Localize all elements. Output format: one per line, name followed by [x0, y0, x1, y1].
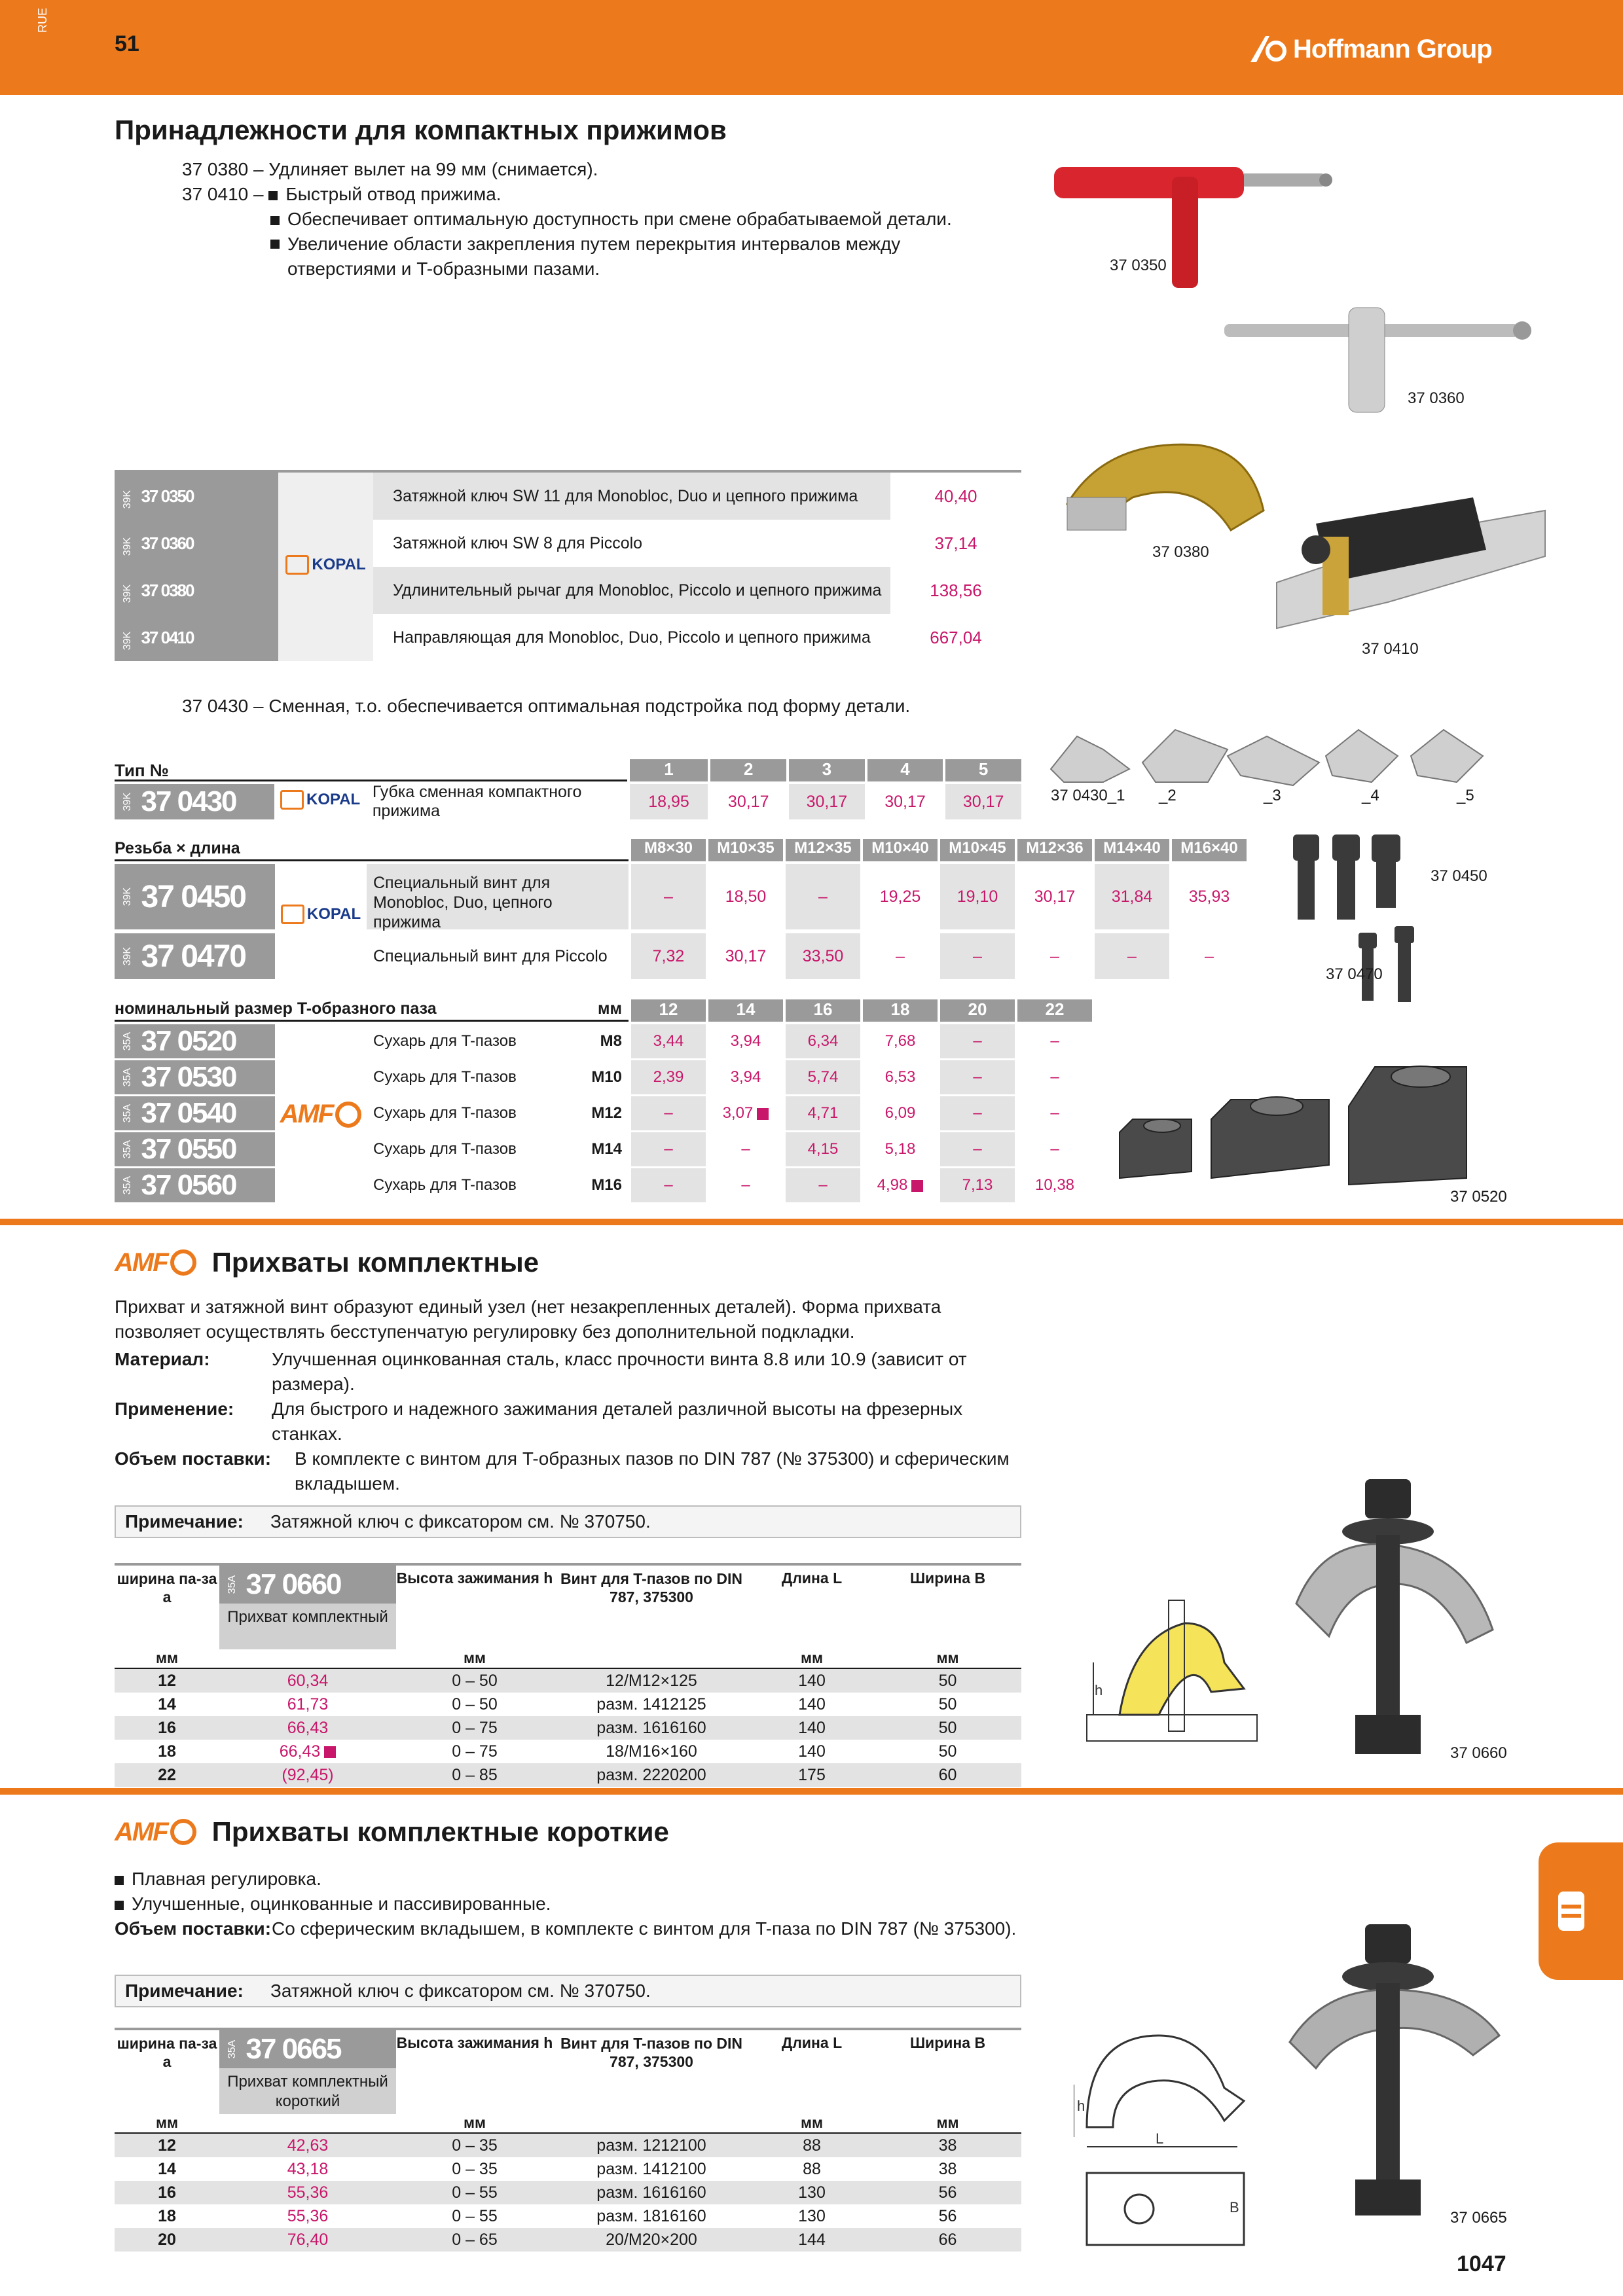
cell-a: 12: [158, 2136, 176, 2155]
cell-l: 140: [798, 1719, 826, 1737]
price-cell: 30,17: [789, 784, 865, 819]
price-cell: –: [940, 933, 1015, 979]
price-cell: –: [631, 1096, 706, 1130]
cell-price: 76,40: [287, 2231, 329, 2249]
price-cell: –: [741, 1176, 750, 1194]
price-cell: –: [1050, 1104, 1059, 1122]
col-a-header: ширина па-за a: [117, 2035, 217, 2070]
col-a-header: ширина па-за a: [117, 1570, 217, 1605]
clamp-label: 37 0660: [1450, 1744, 1507, 1762]
kopal-brand-cell: [278, 473, 373, 661]
article-code: 35A 37 0530: [115, 1060, 275, 1094]
cell-h: 0 – 75: [452, 1742, 498, 1761]
price-cell: 35,93: [1188, 887, 1230, 906]
article-code: 35A 37 0520: [115, 1024, 275, 1058]
cell-b: 56: [938, 2207, 957, 2225]
col-header: M14×40: [1095, 839, 1169, 861]
clamp-370665-image: [1277, 1918, 1512, 2225]
cell-l: 140: [798, 1695, 826, 1713]
screw-rows: [115, 864, 1250, 979]
cell-price: 55,36: [287, 2207, 329, 2225]
price-cell: 7,68: [884, 1032, 916, 1050]
cell-price: 66,43: [287, 1719, 329, 1737]
table-row: [115, 1168, 1100, 1202]
col-header: 4: [867, 759, 943, 781]
section1-desc: [182, 157, 1033, 281]
cell-a: 16: [158, 2183, 176, 2202]
cell-b: 50: [938, 1742, 957, 1761]
price-cell: –: [786, 864, 860, 929]
short-clamp-table: [115, 2028, 1021, 2251]
col-header: M16×40: [1172, 839, 1247, 861]
price-cell: 5,74: [786, 1060, 860, 1094]
cell-a: 18: [158, 2207, 176, 2225]
brand-name: Hoffmann Group: [1293, 34, 1492, 63]
col-h-header: Высота зажимания h: [396, 2034, 553, 2051]
line-text: Обеспечивает оптимальную доступность при смене обрабатываемой детали.: [287, 209, 952, 229]
article-price: 667,04: [930, 627, 982, 647]
table-row: [115, 2181, 1021, 2204]
cell-screw: 18/M16×160: [606, 1742, 697, 1761]
section3-title: Прихваты комплектные: [211, 1247, 539, 1278]
tslot-header: [115, 999, 1100, 1022]
tslot-label: 37 0520: [1450, 1188, 1507, 1206]
section4-desc: Плавная регулировка. Улучшенные, оцинкованные и пассивированные. Объем поставки: Со сферическим вкладышем, в комплекте с винтом для T-паза по DIN 787 (№ 375300).: [115, 1869, 1017, 1939]
page-number: 1047: [1457, 2251, 1506, 2276]
cell-h: 0 – 55: [452, 2183, 498, 2202]
cell-l: 130: [798, 2207, 826, 2225]
price-cell: 4,15: [786, 1132, 860, 1166]
cell-h: 0 – 50: [452, 1695, 498, 1713]
col-header: 1: [630, 759, 708, 781]
amf-logo: AMF: [280, 1100, 362, 1129]
table-row: [115, 2134, 1021, 2157]
cell-price: 60,34: [287, 1672, 329, 1690]
article-code: 35A 37 0540: [115, 1096, 275, 1130]
img-label-370350: 37 0350: [1110, 257, 1167, 274]
guide-370410-image: [1270, 471, 1558, 641]
cell-l: 88: [803, 2160, 821, 2178]
cell-screw: разм. 1816160: [596, 2207, 706, 2225]
clamp-label: 37 0665: [1450, 2209, 1507, 2227]
col-header: M10×35: [708, 839, 783, 861]
table-row: [115, 473, 1021, 520]
price-cell: 7,32: [631, 933, 706, 979]
article-code: 39K 37 0430: [115, 784, 274, 819]
screw-type-header: Резьба × длина: [115, 839, 629, 861]
section4-title: Прихваты комплектные короткие: [211, 1816, 669, 1847]
table-row: [115, 1024, 1100, 1058]
clamp-diagram: [1080, 1584, 1264, 1754]
cell-h: 0 – 35: [452, 2160, 498, 2178]
price-cell: –: [741, 1140, 750, 1158]
note-box: Примечание: Затяжной ключ с фиксатором см. № 370750.: [115, 1975, 1021, 2007]
clamp-370660-image: [1283, 1473, 1519, 1767]
article-desc: Затяжной ключ SW 11 для Monobloc, Duo и цепного прижима: [373, 473, 890, 520]
price-cell: –: [896, 946, 905, 965]
key-370350-image: [1048, 151, 1414, 295]
bullet-icon: [270, 240, 280, 249]
price-cell: –: [1095, 933, 1169, 979]
key-370360-image: [1218, 288, 1584, 419]
article-code: 39K 37 0410: [115, 614, 278, 661]
cell-h: 0 – 75: [452, 1719, 498, 1737]
clamp-code-header: 35A 37 0665 Прихват комплектный короткий: [219, 2030, 396, 2114]
cell-screw: разм. 2220200: [596, 1766, 706, 1784]
img-label-370410: 37 0410: [1362, 640, 1419, 658]
new-marker-icon: [324, 1746, 336, 1758]
table-row: [115, 2204, 1021, 2228]
screw-label: 37 0470: [1326, 965, 1383, 983]
price-cell: 18,95: [630, 784, 708, 819]
price-cell: –: [786, 1168, 860, 1202]
price-cell: 4,98: [863, 1168, 938, 1202]
cell-price: 55,36: [287, 2183, 329, 2202]
amf-brand-cell: [275, 1024, 367, 1204]
price-cell: 6,53: [884, 1068, 916, 1086]
screw-label: 37 0450: [1431, 867, 1487, 885]
line-code: 37 0380 –: [182, 159, 264, 179]
price-cell: 2,39: [631, 1060, 706, 1094]
col-header: 5: [945, 759, 1021, 781]
col-header: M12×36: [1017, 839, 1092, 861]
article-desc: Затяжной ключ SW 8 для Piccolo: [393, 533, 643, 552]
price-cell: –: [1050, 946, 1059, 965]
col-header: M12×35: [786, 839, 860, 861]
note-box: Примечание: Затяжной ключ с фиксатором см. № 370750.: [115, 1505, 1021, 1538]
cell-l: 140: [798, 1742, 826, 1761]
section3-desc: Прихват и затяжной винт образуют единый узел (нет незакрепленных деталей). Форма прихвата позволяет осуществлять бесступенчатую регулировку без дополнительной подкладки.: [115, 1297, 941, 1342]
cell-screw: разм. 1616160: [596, 1719, 706, 1737]
screw-images: [1283, 828, 1427, 1011]
brand-logo: [1247, 29, 1492, 69]
clamp-header: [115, 1563, 1021, 1649]
price-cell: 30,17: [725, 946, 767, 965]
price-cell: 6,34: [786, 1024, 860, 1058]
cell-b: 50: [938, 1672, 957, 1690]
price-cell: –: [1050, 1140, 1059, 1158]
line-text: Удлиняет вылет на 99 мм (снимается).: [268, 159, 598, 179]
article-code: 39K 37 0450: [115, 864, 275, 929]
jaw-label: _2: [1159, 787, 1176, 804]
table-row: [115, 2228, 1021, 2251]
col-header: 3: [789, 759, 865, 781]
article-code: 39K 37 0350: [115, 473, 278, 520]
line-text: Быстрый отвод прижима.: [285, 184, 501, 204]
col-screw-header: Винт для T-пазов по DIN 787, 375300: [560, 2035, 743, 2070]
svg-text:L: L: [1156, 2130, 1164, 2147]
table-row: [115, 1060, 1100, 1094]
col-header: M10×40: [863, 839, 938, 861]
cell-b: 38: [938, 2160, 957, 2178]
cell-b: 38: [938, 2136, 957, 2155]
table-row: [115, 520, 1021, 567]
amf-logo: AMF: [115, 1818, 196, 1847]
unit-row: мм мм мм мм: [115, 1649, 1021, 1669]
price-cell: 6,09: [884, 1104, 916, 1122]
article-code: 39K 37 0470: [115, 933, 275, 979]
col-header: 2: [710, 759, 786, 781]
article-code: 39K 37 0380: [115, 567, 278, 614]
cell-b: 50: [938, 1695, 957, 1713]
chapter-tab[interactable]: [1539, 1842, 1623, 1980]
jaw-label: _5: [1457, 787, 1474, 804]
price-cell: –: [940, 1024, 1015, 1058]
screw-header: [115, 839, 1250, 861]
cell-screw: разм. 1412125: [596, 1695, 706, 1713]
price-cell: 3,94: [730, 1032, 761, 1050]
price-cell: –: [1050, 1032, 1059, 1050]
col-header: 16: [786, 999, 860, 1022]
jaw-label: _4: [1362, 787, 1379, 804]
cell-a: 22: [158, 1766, 176, 1784]
cell-a: 18: [158, 1742, 176, 1761]
cell-b: 66: [938, 2231, 957, 2249]
cell-a: 12: [158, 1672, 176, 1690]
price-cell: 10,38: [1034, 1176, 1075, 1194]
col-header: M10×45: [940, 839, 1015, 861]
tslot-rows: [115, 1024, 1100, 1204]
price-cell: 19,10: [940, 864, 1015, 929]
lang-tag: RUE: [36, 7, 49, 33]
lever-370380-image: [1054, 425, 1277, 550]
jaw-images: [1044, 710, 1489, 789]
kopal-brand-cell: KOPAL: [275, 864, 367, 929]
clamp-header: [115, 2028, 1021, 2114]
price-cell: –: [631, 1168, 706, 1202]
section1-title: Принадлежности для компактных прижимов: [115, 115, 727, 145]
bullet-icon: [270, 216, 280, 225]
section2-intro: 37 0430 – Сменная, т.о. обеспечивается оптимальная подстройка под форму детали.: [182, 696, 911, 716]
cell-a: 20: [158, 2231, 176, 2249]
price-cell: 7,13: [940, 1168, 1015, 1202]
cell-h: 0 – 65: [452, 2231, 498, 2249]
price-cell: 4,71: [786, 1096, 860, 1130]
price-cell: 33,50: [786, 933, 860, 979]
section-separator: [0, 1788, 1623, 1795]
amf-logo: AMF: [115, 1248, 196, 1278]
section3-heading: [115, 1247, 539, 1278]
cell-a: 14: [158, 1695, 176, 1713]
kopal-logo: KOPAL: [285, 555, 365, 575]
col-header: 12: [631, 999, 706, 1022]
new-marker-icon: [757, 1108, 769, 1120]
article-desc: Сухарь для T-пазов M12: [373, 1104, 622, 1122]
col-b-header: Ширина B: [909, 1570, 986, 1587]
cell-screw: 12/M12×125: [606, 1672, 697, 1690]
hoffmann-logo-icon: [1247, 33, 1286, 65]
article-code: 35A 37 0560: [115, 1168, 275, 1202]
svg-text:B: B: [1230, 2199, 1239, 2215]
price-cell: 30,17: [1034, 887, 1076, 906]
table-row: [115, 1096, 1100, 1130]
article-code: 39K 37 0360: [115, 520, 278, 567]
bullet-icon: [115, 1876, 124, 1885]
tslot-title: номинальный размер T-образного паза мм: [115, 999, 629, 1022]
price-cell: 30,17: [727, 792, 769, 811]
cell-price: 66,43: [219, 1740, 396, 1763]
article-code: 35A 37 0550: [115, 1132, 275, 1166]
cell-a: 16: [158, 1719, 176, 1737]
clamp-tab-icon: [1552, 1885, 1591, 1937]
cell-price: 42,63: [287, 2136, 329, 2155]
col-screw-header: Винт для T-пазов по DIN 787, 375300: [560, 1570, 743, 1605]
price-cell: 19,25: [879, 887, 921, 906]
price-cell: 3,07: [708, 1096, 783, 1130]
cell-l: 88: [803, 2136, 821, 2155]
price-cell: 5,18: [884, 1140, 916, 1158]
price-cell: –: [940, 1060, 1015, 1094]
cell-l: 175: [798, 1766, 826, 1784]
article-desc: Сухарь для T-пазов M10: [373, 1068, 622, 1086]
table-row: [115, 1763, 1021, 1787]
accessories-table: [115, 473, 1021, 661]
price-cell: –: [940, 1132, 1015, 1166]
cell-screw: разм. 1212100: [596, 2136, 706, 2155]
table-row: [115, 1740, 1021, 1763]
table-row: [115, 933, 1250, 979]
cell-b: 56: [938, 2183, 957, 2202]
cell-h: 0 – 85: [452, 1766, 498, 1784]
col-header: 18: [863, 999, 938, 1022]
cell-price: 61,73: [287, 1695, 329, 1713]
col-l-header: Длина L: [781, 2034, 843, 2051]
price-cell: 31,84: [1095, 864, 1169, 929]
cell-b: 50: [938, 1719, 957, 1737]
price-cell: 3,94: [730, 1068, 761, 1086]
table-row: [115, 864, 1250, 929]
table-row: [115, 1669, 1021, 1693]
article-price: 138,56: [930, 580, 982, 600]
article-desc: Сухарь для T-пазов M8: [373, 1032, 622, 1050]
type-header: Тип №: [115, 759, 627, 781]
table-row: [115, 2157, 1021, 2181]
article-desc: Специальный винт для Monobloc, Duo, цепного прижима: [367, 864, 629, 929]
cell-h: 0 – 35: [452, 2136, 498, 2155]
table-row: [115, 614, 1021, 661]
short-clamp-diagram: [1074, 2009, 1264, 2251]
section-separator: [0, 1219, 1623, 1225]
cell-l: 130: [798, 2183, 826, 2202]
jaw-label: _3: [1264, 787, 1281, 804]
img-label-370380: 37 0380: [1152, 543, 1209, 561]
article-desc: Сухарь для T-пазов M16: [373, 1176, 622, 1194]
article-desc: Направляющая для Monobloc, Duo, Piccolo и цепного прижима: [393, 628, 871, 647]
price-cell: 30,17: [945, 784, 1021, 819]
article-price: 40,40: [934, 486, 977, 506]
chapter-number: 51: [115, 31, 139, 56]
kopal-brand-cell: KOPAL: [274, 790, 366, 814]
table-row: [115, 1693, 1021, 1716]
img-label-370360: 37 0360: [1408, 389, 1465, 407]
col-header: 22: [1017, 999, 1092, 1022]
jaw-label: 37 0430_1: [1051, 787, 1125, 804]
col-header: 20: [940, 999, 1015, 1022]
clamp-table: [115, 1563, 1021, 1787]
bullet-icon: [268, 191, 278, 200]
price-cell: 3,44: [631, 1024, 706, 1058]
line-code: 37 0410 –: [182, 184, 264, 204]
tslot-nuts-image: [1113, 1047, 1480, 1204]
cell-l: 140: [798, 1672, 826, 1690]
cell-screw: 20/M20×200: [606, 2231, 697, 2249]
svg-text:h: h: [1095, 1682, 1103, 1698]
article-desc: Губка сменная компактного прижима: [372, 783, 582, 820]
jaw-header: [115, 759, 1021, 781]
price-cell: 30,17: [884, 792, 926, 811]
cell-screw: разм. 1616160: [596, 2183, 706, 2202]
cell-b: 60: [938, 1766, 957, 1784]
col-b-header: Ширина B: [909, 2034, 986, 2051]
new-marker-icon: [911, 1180, 923, 1192]
article-desc: Специальный винт для Piccolo: [373, 946, 608, 965]
price-cell: –: [1205, 946, 1214, 965]
article-desc: Сухарь для T-пазов M14: [373, 1140, 622, 1158]
cell-l: 144: [798, 2231, 826, 2249]
jaw-row: [115, 784, 1021, 819]
price-cell: –: [940, 1096, 1015, 1130]
cell-price: (92,45): [282, 1766, 334, 1784]
article-desc: Удлинительный рычаг для Monobloc, Piccolo и цепного прижима: [373, 567, 890, 614]
price-cell: –: [1050, 1068, 1059, 1086]
line-text: Увеличение области закрепления путем перекрытия интервалов между отверстиями и T-образными пазами.: [287, 234, 901, 279]
svg-text:h: h: [1077, 2098, 1085, 2114]
table-row: [115, 567, 1021, 614]
cell-h: 0 – 50: [452, 1672, 498, 1690]
article-price: 37,14: [934, 533, 977, 553]
col-l-header: Длина L: [781, 1570, 843, 1587]
price-cell: –: [631, 1132, 706, 1166]
cell-screw: разм. 1412100: [596, 2160, 706, 2178]
price-cell: –: [631, 864, 706, 929]
material-block: Материал: Улучшенная оцинкованная сталь, класс прочности винта 8.8 или 10.9 (зависит от размера). Применение: Для быстрого и надежного зажимания деталей различной высоты на фрезерных станках. Объем поставки: В комплекте с винтом для T-образных пазов по DIN 787 (№ 375300) и сферическим вкладышем.: [115, 1349, 1010, 1494]
col-header: 14: [708, 999, 783, 1022]
table-row: [115, 1716, 1021, 1740]
unit-row: мм мм мм мм: [115, 2114, 1021, 2134]
cell-price: 43,18: [287, 2160, 329, 2178]
cell-h: 0 – 55: [452, 2207, 498, 2225]
price-cell: 18,50: [725, 887, 767, 906]
section4-heading: [115, 1816, 669, 1848]
cell-a: 14: [158, 2160, 176, 2178]
col-h-header: Высота зажимания h: [396, 1570, 553, 1587]
col-header: M8×30: [631, 839, 706, 861]
bullet-icon: [115, 1901, 124, 1910]
clamp-code-header: 35A 37 0660 Прихват комплектный: [219, 1566, 396, 1649]
table-row: [115, 1132, 1100, 1166]
